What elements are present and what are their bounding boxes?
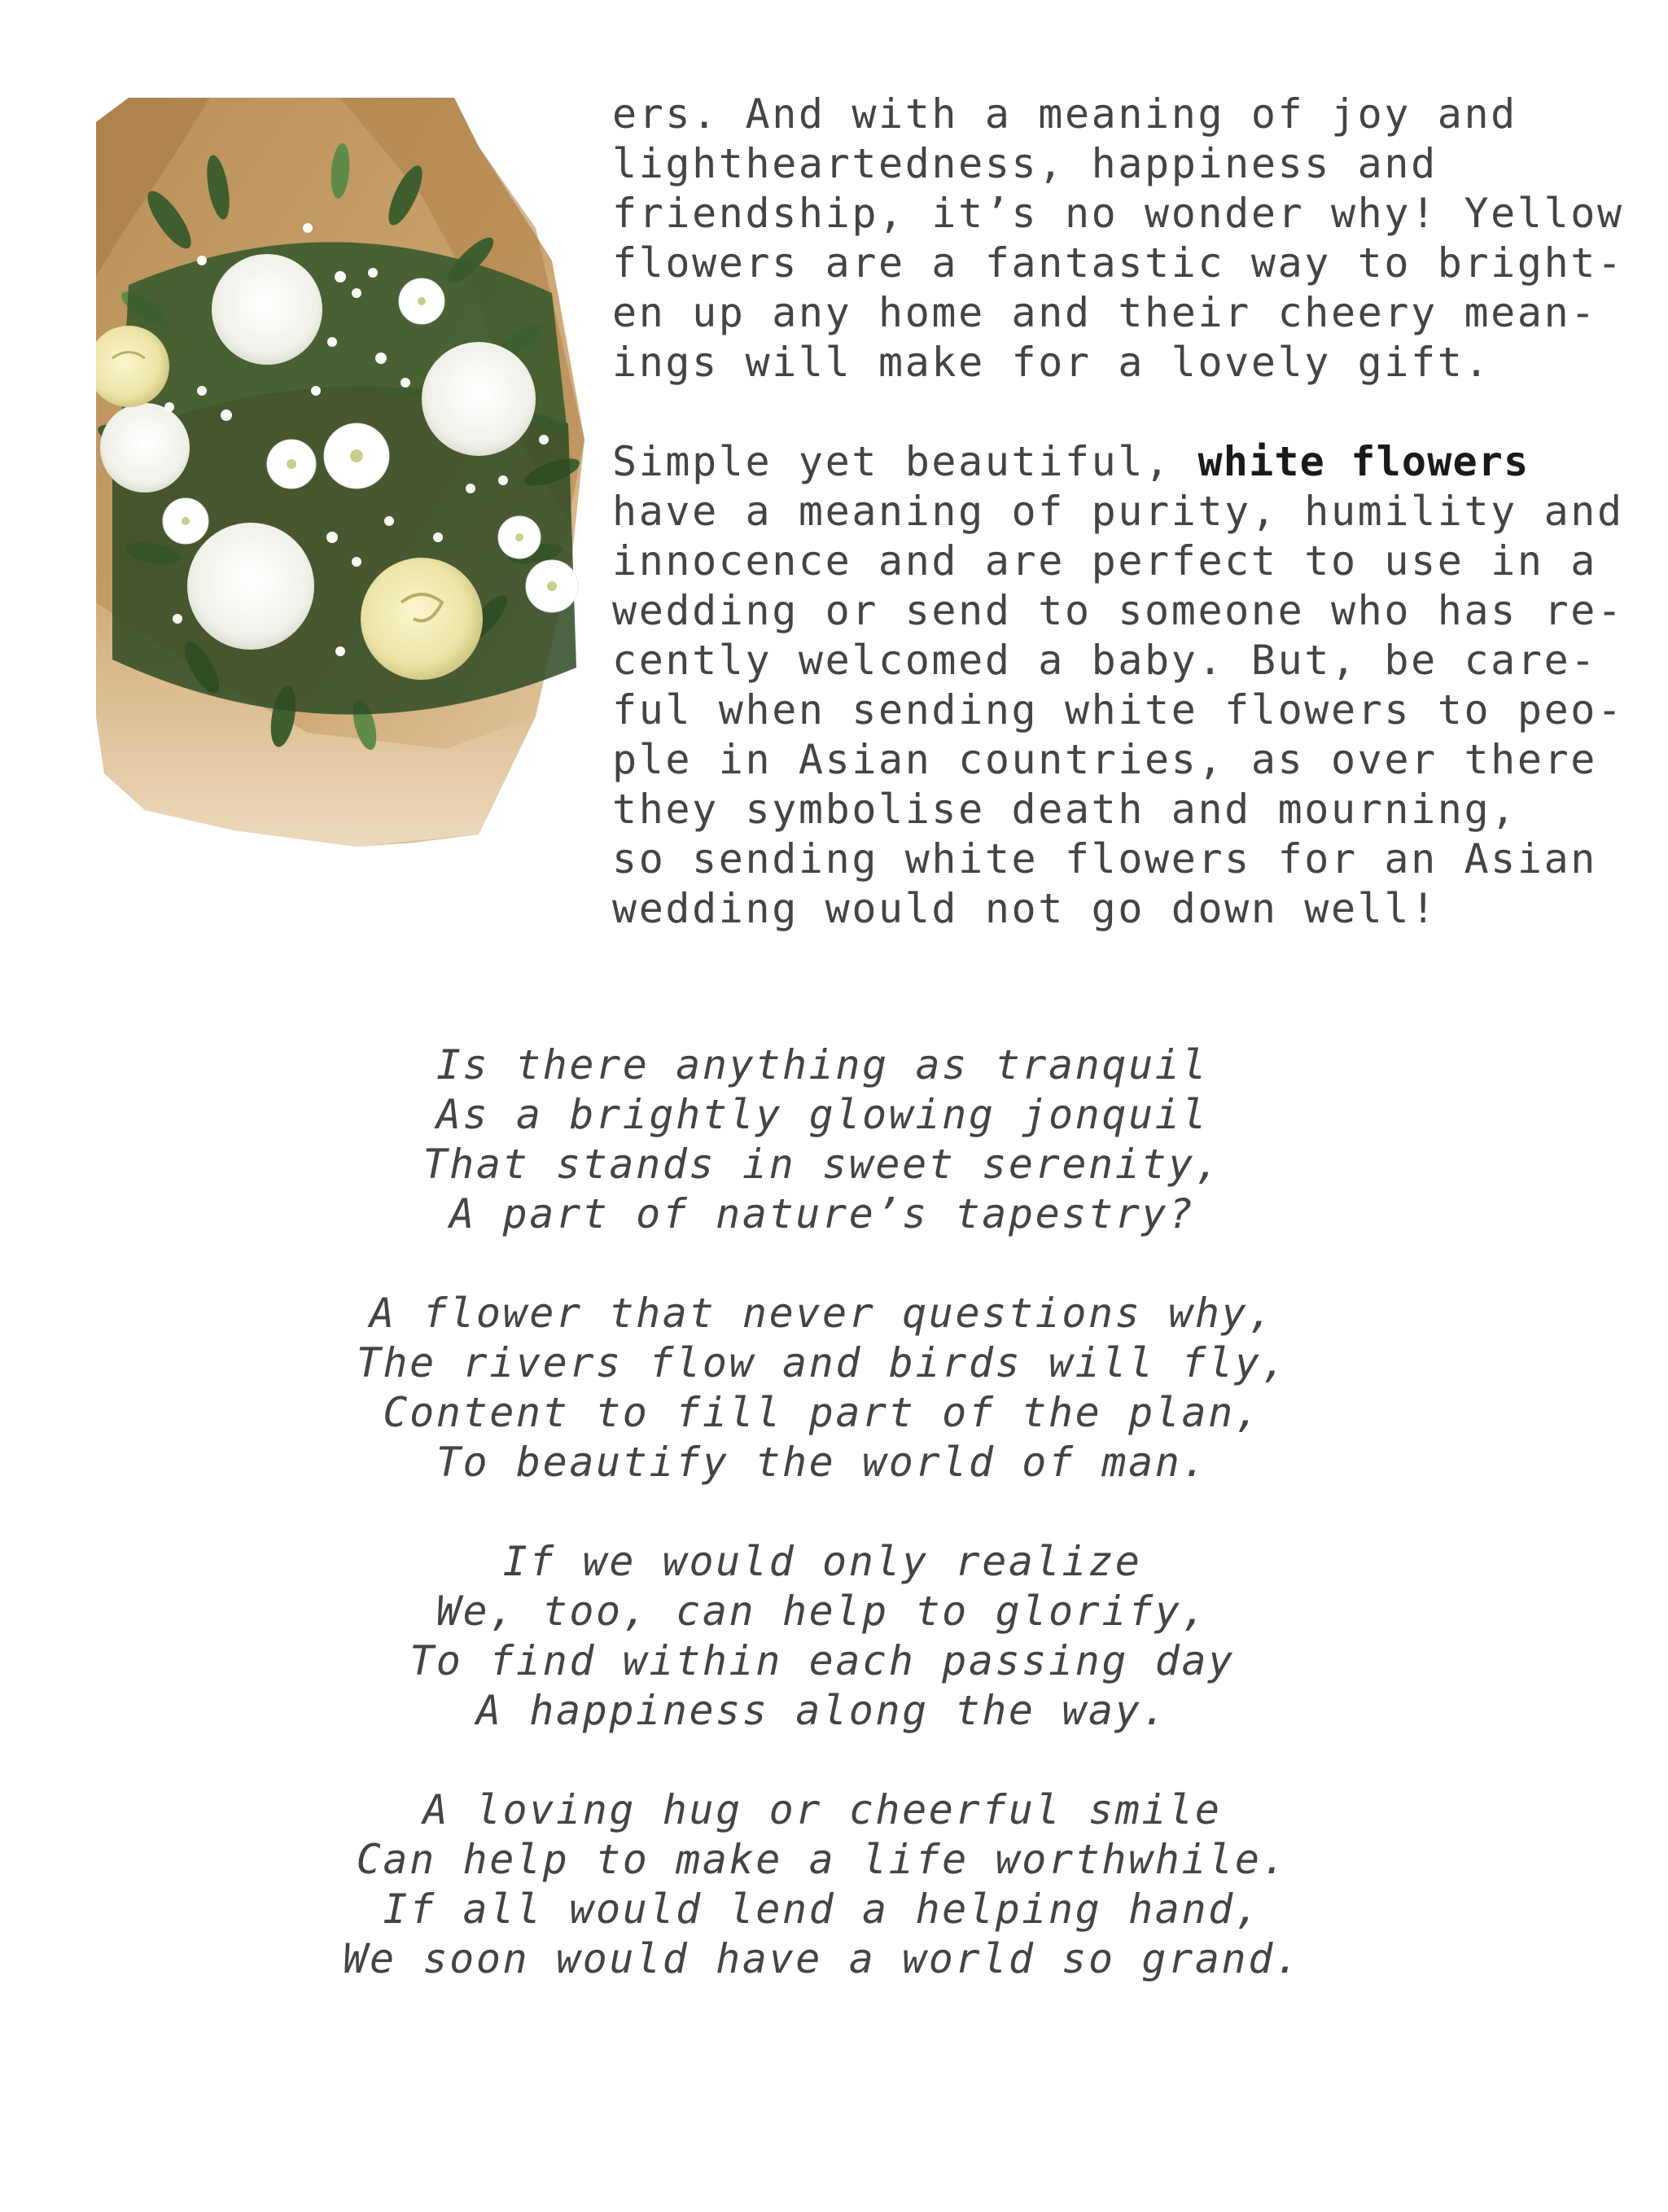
poem-line: Can help to make a life worthwhile. [356, 1836, 1289, 1883]
text-line: ful when sending white flowers to peo- [612, 686, 1624, 734]
poem-line: As a brightly glowing jonquil [436, 1091, 1209, 1138]
poem-line: That stands in sweet serenity, [422, 1141, 1222, 1188]
poem-line: A happiness along the way. [475, 1687, 1169, 1734]
poem-stanza [0, 1537, 1644, 1736]
text-line: so sending white flowers for an Asian [612, 835, 1597, 883]
text-line: cently welcomed a baby. But, be care- [612, 637, 1597, 684]
poem-line: Content to fill part of the plan, [383, 1389, 1262, 1436]
text-line: ers. And with a meaning of joy and [612, 90, 1517, 138]
poem-line: Is there anything as tranquil [436, 1041, 1209, 1088]
poem-stanza [0, 1040, 1644, 1239]
yellow-flowers-paragraph [612, 90, 1624, 388]
poem-line: A part of nature’s tapestry? [449, 1190, 1195, 1237]
text-segment: Simple yet beautiful, [612, 438, 1198, 485]
poem-stanza [0, 1785, 1644, 1984]
poem [0, 1040, 1644, 1984]
article-text [612, 90, 1624, 934]
text-line: wedding or send to someone who has re- [612, 587, 1624, 634]
text-line: they symbolise death and mourning, [612, 786, 1517, 833]
text-line: lightheartedness, happiness and [612, 140, 1438, 187]
text-line: ple in Asian countries, as over there [612, 736, 1597, 783]
text-line: wedding would not go down well! [612, 885, 1438, 932]
poem-line: We soon would have a world so grand. [343, 1935, 1302, 1982]
poem-line: A loving hug or cheerful smile [422, 1786, 1222, 1833]
text-line: have a meaning of purity, humility and [612, 488, 1624, 535]
text-line: ings will make for a lovely gift. [612, 339, 1491, 386]
poem-line: The rivers flow and birds will fly, [356, 1339, 1289, 1386]
text-line: innocence and are perfect to use in a [612, 537, 1597, 585]
poem-line: If all would lend a helping hand, [383, 1886, 1262, 1933]
text-line [612, 437, 1589, 487]
text-line: en up any home and their cheery mean- [612, 289, 1597, 336]
text-line: flowers are a fantastic way to bright- [612, 239, 1624, 287]
poem-stanza [0, 1289, 1644, 1487]
poem-line: To beautify the world of man. [436, 1439, 1209, 1486]
bouquet-photo [96, 98, 584, 912]
poem-line: We, too, can help to glorify, [436, 1588, 1209, 1635]
white-flowers-paragraph [612, 437, 1624, 934]
text-line: friendship, it’s no wonder why! Yellow [612, 190, 1624, 237]
poem-line: To find within each passing day [409, 1637, 1235, 1684]
poem-line: If we would only realize [502, 1538, 1142, 1585]
white-flowers-highlight: white flowers [1197, 438, 1530, 485]
poem-line: A flower that never questions why, [370, 1290, 1275, 1337]
